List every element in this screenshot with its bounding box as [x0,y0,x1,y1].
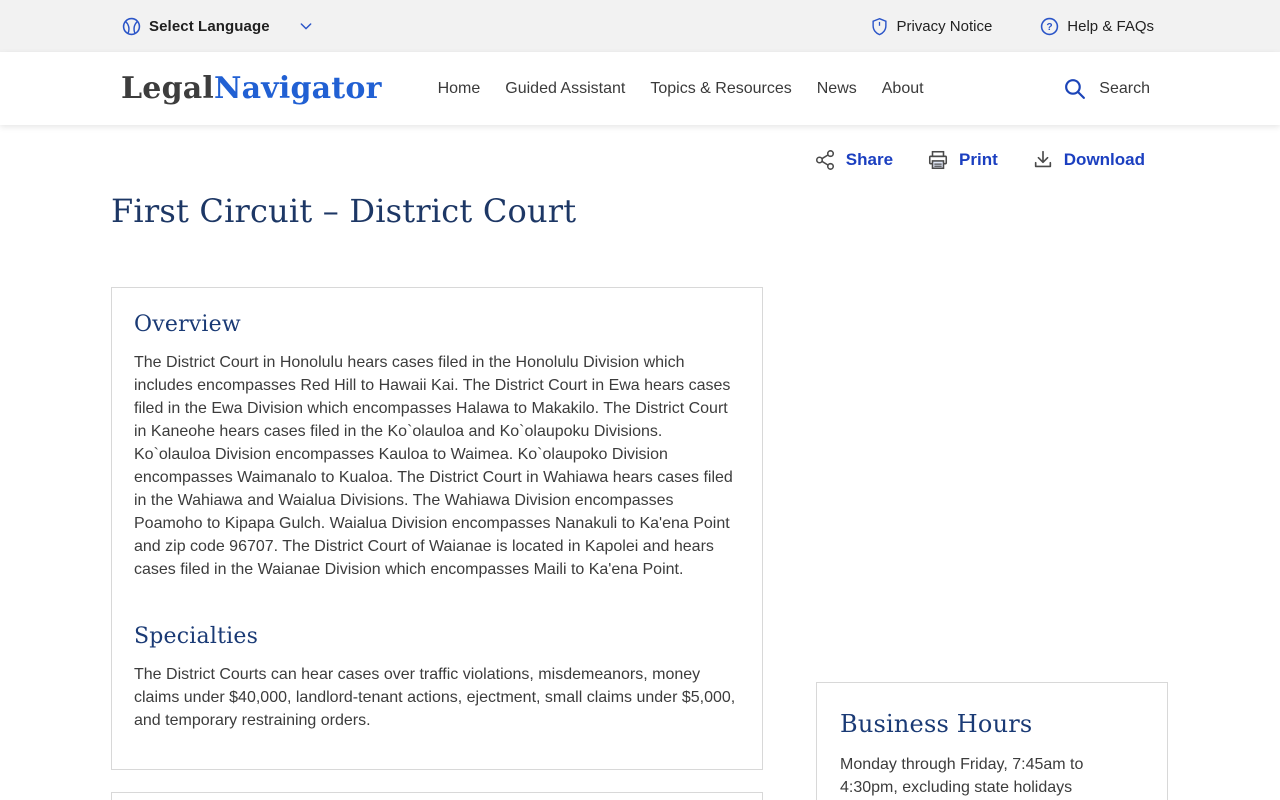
svg-text:?: ? [1046,21,1053,33]
nav-item-topics-resources[interactable]: Topics & Resources [650,79,792,97]
language-selector-label: Select Language [149,17,270,35]
privacy-notice-label: Privacy Notice [896,17,993,35]
help-icon [1040,17,1059,36]
share-button[interactable] [814,149,893,171]
search-icon [1062,76,1087,101]
business-hours-heading: Business Hours [840,710,1033,738]
search-button[interactable] [1062,76,1150,101]
site-header [0,52,1280,125]
nav-item-home[interactable]: Home [437,79,481,97]
download-label: Download [1063,150,1145,169]
overview-section [134,312,740,581]
specialties-section [134,624,740,732]
logo-text-secondary: Navigator [214,71,382,106]
print-label: Print [959,150,998,169]
next-section-card [111,792,763,800]
help-faqs-link[interactable] [1040,17,1154,36]
specialties-heading: Specialties [134,624,259,649]
privacy-notice-link[interactable] [871,17,992,36]
globe-icon [122,17,141,36]
overview-heading: Overview [134,312,241,337]
utility-bar [0,0,1280,52]
chevron-down-icon[interactable] [298,18,314,34]
page-content [0,125,1280,800]
print-button[interactable] [927,149,998,171]
main-column [111,287,763,800]
search-label: Search [1099,79,1150,97]
language-selector[interactable] [122,17,314,36]
site-logo[interactable] [121,71,382,106]
share-icon [814,149,836,171]
business-hours-card [816,682,1168,800]
nav-item-news[interactable]: News [816,79,857,97]
nav-item-about[interactable]: About [881,79,924,97]
help-faqs-label: Help & FAQs [1067,17,1154,35]
logo-text-primary: Legal [121,71,214,106]
download-icon [1032,149,1054,171]
shield-icon [871,17,888,36]
page-title: First Circuit – District Court [111,192,577,230]
overview-text: The District Court in Honolulu hears cases filed in the Honolulu Division which includes encompasses Red Hill to Hawaii Kai. The District Court in Ewa hears cases filed in the Ewa Division which encompasses Halawa to Makakilo. The District Court in Kaneohe hears cases filed in the Ko`olauloa and Ko`olaupoku Divisions. Ko`olauloa Division encompasses Kauloa to Waimea. Ko`olaupoko Division encompasses Waimanalo to Kualoa. The District Court in Wahiawa hears cases filed in the Wahiawa and Waialua Divisions. The Wahiawa Division encompasses Poamoho to Kipapa Gulch. Waialua Division encompasses Nanakuli to Ka'ena Point and zip code 96707. The District Court of Waianae is located in Kapolei and hears cases filed in the Waianae Division which encompasses Maili to Ka'ena Point. [134,354,733,578]
page-actions [111,125,1168,171]
download-button[interactable] [1032,149,1145,171]
nav-item-guided-assistant[interactable]: Guided Assistant [505,79,626,97]
main-navigation [438,80,924,98]
business-hours-text: Monday through Friday, 7:45am to 4:30pm, excluding state holidays [840,756,1084,796]
sidebar-column [816,287,1168,800]
court-info-card [111,287,763,770]
print-icon [927,149,949,171]
specialties-text: The District Courts can hear cases over traffic violations, misdemeanors, money claims under $40,000, landlord-tenant actions, ejectment, small claims under $5,000, and temporary restraining orders. [134,666,736,729]
share-label: Share [845,150,894,169]
